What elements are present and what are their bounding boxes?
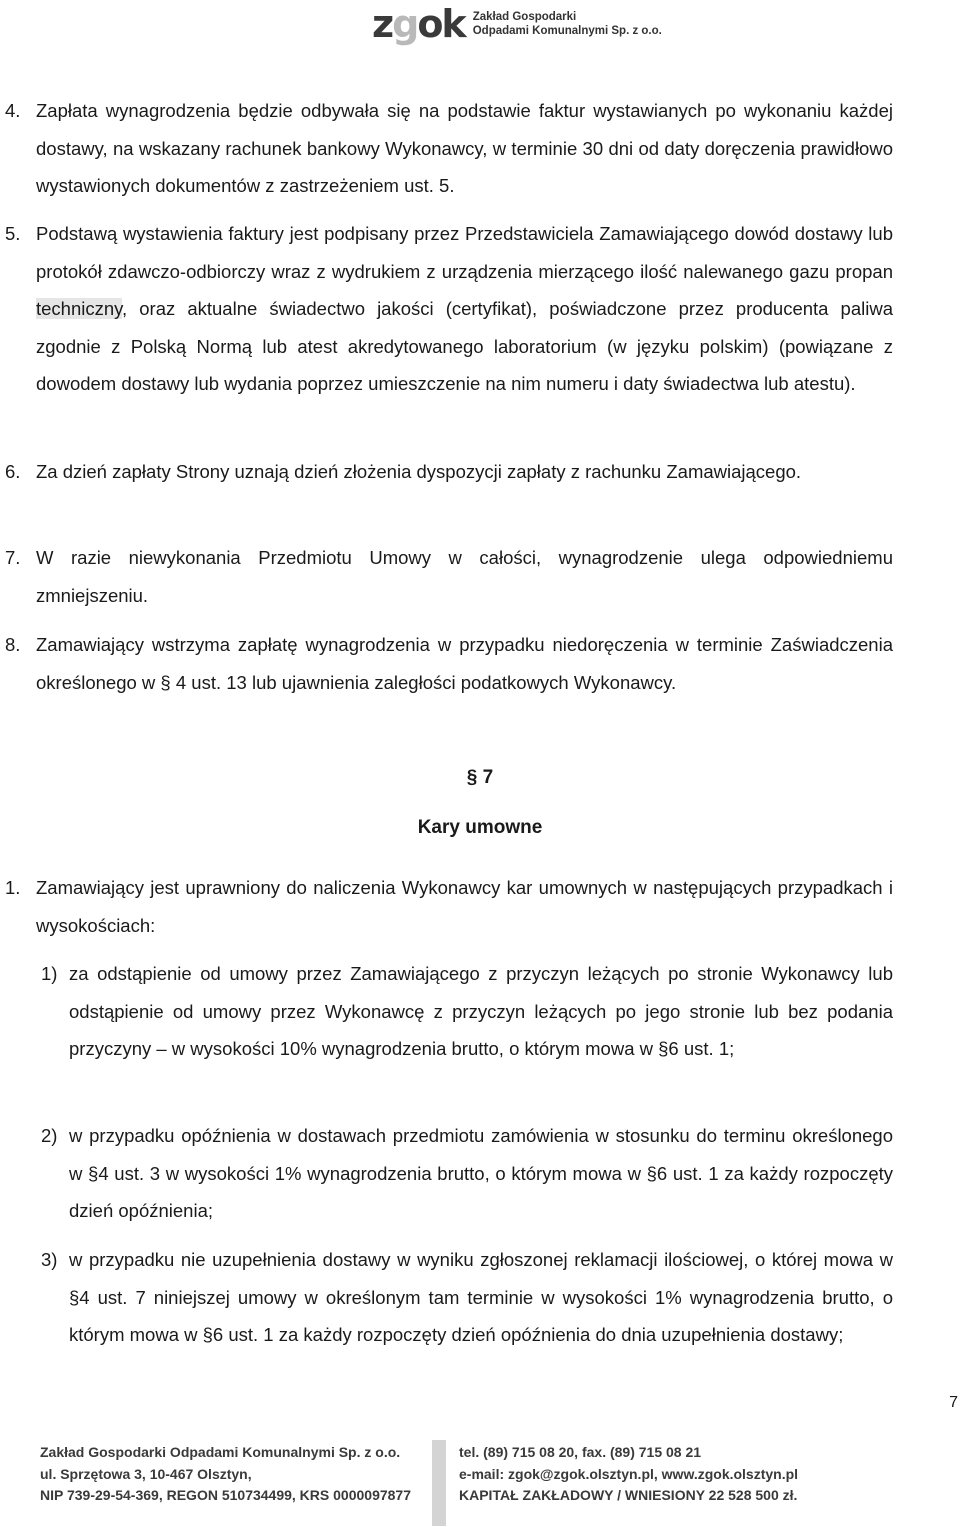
list-item-number: 2) [41,1125,58,1146]
page-number: 7 [949,1394,958,1411]
paragraph-text: W razie niewykonania Przedmiotu Umowy w całości, wynagrodzenie ulega odpowiedniemu zmniejszeniu. [36,547,893,606]
list-item [0,1241,960,1354]
paragraph-text: Zamawiający jest uprawniony do naliczenia Wykonawcy kar umownych w następujących przypadkach i wysokościach: [36,877,893,936]
company-logo [372,2,662,46]
page-header [0,0,960,56]
highlighted-word: techniczny [36,298,123,319]
logo-company-name [473,10,662,38]
list-item-text: w przypadku opóźnienia w dostawach przedmiotu zamówienia w stosunku do terminu określonego w §4 ust. 3 w wysokości 1% wynagrodzenia brutto, o którym mowa w §6 ust. 1 za każdy rozpoczęty dzień opóźnienia; [69,1125,893,1221]
footer-email: e-mail: zgok@zgok.olsztyn.pl, www.zgok.olsztyn.pl [459,1465,799,1482]
footer-phone: tel. (89) 715 08 20, fax. (89) 715 08 21 [459,1444,702,1460]
list-item-text-content: za odstąpienie od umowy przez Zamawiającego z przyczyn leżących po stronie Wykonawcy lub odstąpienie od umowy przez Wykonawcę z przyczyn leżących po jego stronie lub bez podania przyczyny – w wysokości 10% wynagrodzenia brutto, o którym mowa w §6 ust. 1; [69,963,893,1059]
paragraph-number: 8. [5,634,21,655]
paragraph-number: 6. [5,461,21,482]
paragraph-text: Zamawiający wstrzyma zapłatę wynagrodzenia w przypadku niedoręczenia w terminie Zaświadczenia określonego w § 4 ust. 13 lub ujawnienia zaległości podatkowych Wykonawcy. [36,634,893,693]
logo-line-1: Zakład Gospodarki [472,11,577,23]
logo-mark: zgok [372,2,465,46]
paragraph-8 [0,626,960,701]
section-sign: § 7 [466,767,494,788]
paragraph-number: 7. [5,547,21,568]
section-title: Kary umowne [417,817,543,838]
list-item-number: 3) [41,1249,58,1270]
paragraph-7 [0,539,960,614]
paragraph-5 [0,215,960,403]
list-item-text [69,955,893,1068]
footer-divider [432,1440,446,1526]
paragraph-4 [0,92,960,205]
list-item-text: w przypadku nie uzupełnienia dostawy w wyniku zgłoszonej reklamacji ilościowej, o której mowa w §4 ust. 7 niniejszej umowy w określonym tam terminie w wysokości 1% wynagrodzenia brutto, o którym mowa w §6 ust. 1 za każdy rozpoczęty dzień opóźnienia do dnia uzupełnienia dostawy; [69,1249,893,1345]
paragraph-text [36,215,893,403]
list-item [0,1117,960,1230]
paragraph-number: 1. [5,877,21,898]
paragraph-6 [0,453,960,491]
paragraph-number: 4. [5,100,21,121]
logo-line-2: Odpadami Komunalnymi Sp. z o.o. [472,25,662,37]
section-paragraph-1 [0,869,960,944]
paragraph-text-part: , oraz aktualne świadectwo jakości (certyfikat), poświadczone przez producenta paliwa zgodnie z Polską Normą lub atest akredytowanego laboratorium (w języku polskim) (powiązane z dowodem dostawy lub wydania poprzez umieszczenie na nim numeru i daty świadectwa lub atestu). [36,298,893,394]
paragraph-number: 5. [5,223,21,244]
footer-company-name: Zakład Gospodarki Odpadami Komunalnymi Sp. z o.o. [40,1444,401,1460]
footer-capital: KAPITAŁ ZAKŁADOWY / WNIESIONY 22 528 500 zł. [459,1487,798,1503]
footer-address: ul. Sprzętowa 3, 10-467 Olsztyn, [40,1465,252,1482]
paragraph-text: Za dzień zapłaty Strony uznają dzień złożenia dyspozycji zapłaty z rachunku Zamawiającego. [36,461,802,482]
footer-contact-info [459,1442,798,1507]
page-footer [0,1438,960,1527]
list-item [0,955,960,1068]
paragraph-text-part: Podstawą wystawienia faktury jest podpisany przez Przedstawiciela Zamawiającego dowód dostawy lub protokół zdawczo-odbiorczy wraz z wydrukiem z urządzenia mierzącego ilość nalewanego gazu propan [36,223,893,282]
paragraph-text: Zapłata wynagrodzenia będzie odbywała się na podstawie faktur wystawianych po wykonaniu każdej dostawy, na wskazany rachunek bankowy Wykonawcy, w terminie 30 dni od daty doręczenia prawidłowo wystawionych dokumentów z zastrzeżeniem ust. 5. [36,100,893,196]
footer-company-info [40,1442,411,1507]
footer-registry: NIP 739-29-54-369, REGON 510734499, KRS 0000097877 [40,1487,411,1503]
list-item-number: 1) [41,963,58,984]
